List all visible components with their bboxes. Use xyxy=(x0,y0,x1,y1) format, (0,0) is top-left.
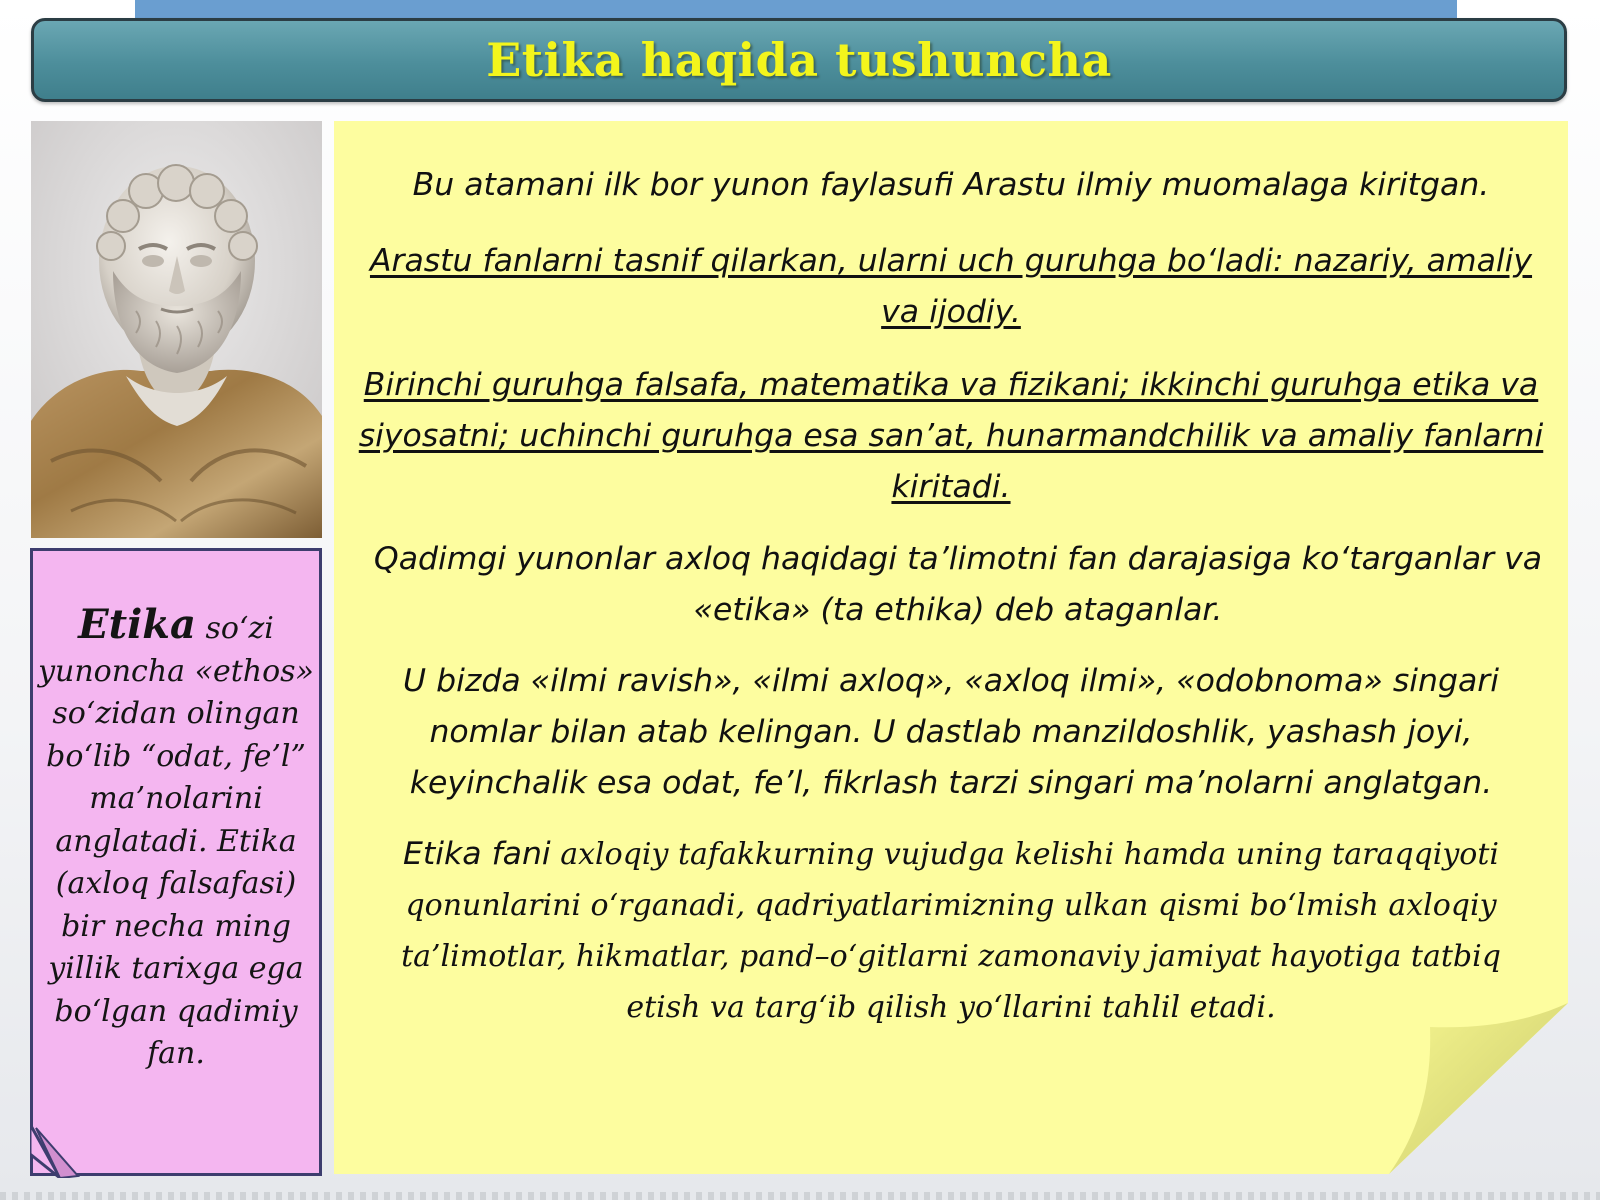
main-text-block xyxy=(354,160,1548,1033)
paragraph-6-body: axloqiy tafakkurning vujudga kelishi hamda uning taraqqiyoti qonunlarini o‘rganadi, qadriyatlarimizning ulkan qismi bo‘lmish axloqiy ta’limotlar, hikmatlar, pand–o‘gitlarni zamonaviy jamiyat hayotiga tatbiq etish va targ‘ib qilish yo‘llarini tahlil etadi. xyxy=(401,837,1501,1025)
paragraph-5: U bizda «ilmi ravish», «ilmi axloq», «axloq ilmi», «odobnoma» singari nomlar bilan atab kelingan. U dastlab manzildoshlik, yashash joyi, keyinchalik esa odat, fe’l, fikrlash tarzi singari ma’nolarni anglatgan. xyxy=(403,663,1499,801)
paragraph-4: Qadimgi yunonlar axloq haqidagi ta’limotni fan darajasiga ko‘targanlar va «etika» (ta ethika) deb ataganlar. xyxy=(373,541,1543,628)
paragraph-2: Arastu fanlarni tasnif qilarkan, ularni uch guruhga bo‘ladi: nazariy, amaliy va ijodiy. xyxy=(369,243,1533,330)
paragraph-6-lead: Etika fani xyxy=(403,836,551,872)
paragraph-6 xyxy=(354,829,1548,1033)
definition-body: so‘zi yunoncha «ethos» so‘zidan olingan bo‘lib “odat, fe’l” ma’nolarini anglatadi. Etika (axloq falsafasi) bir necha ming yillik tarixga ega bo‘lgan qadimiy fan. xyxy=(38,611,314,1071)
aristotle-bust-image xyxy=(31,121,322,538)
definition-term: Etika xyxy=(78,601,196,648)
note-page-curl xyxy=(30,1124,84,1178)
definition-text xyxy=(36,601,316,1076)
paragraph-3: Birinchi guruhga falsafa, matematika va fizikani; ikkinchi guruhga etika va siyosatni; uchinchi guruhga esa san’at, hunarmandchilik va amaliy fanlarni kiritadi. xyxy=(358,367,1544,505)
paragraph-1: Bu atamani ilk bor yunon faylasufi Arastu ilmiy muomalaga kiritgan. xyxy=(412,167,1490,203)
slide-title: Etika haqida tushuncha xyxy=(486,33,1112,87)
title-bar xyxy=(31,18,1567,102)
footer-dotted-line xyxy=(0,1192,1600,1200)
